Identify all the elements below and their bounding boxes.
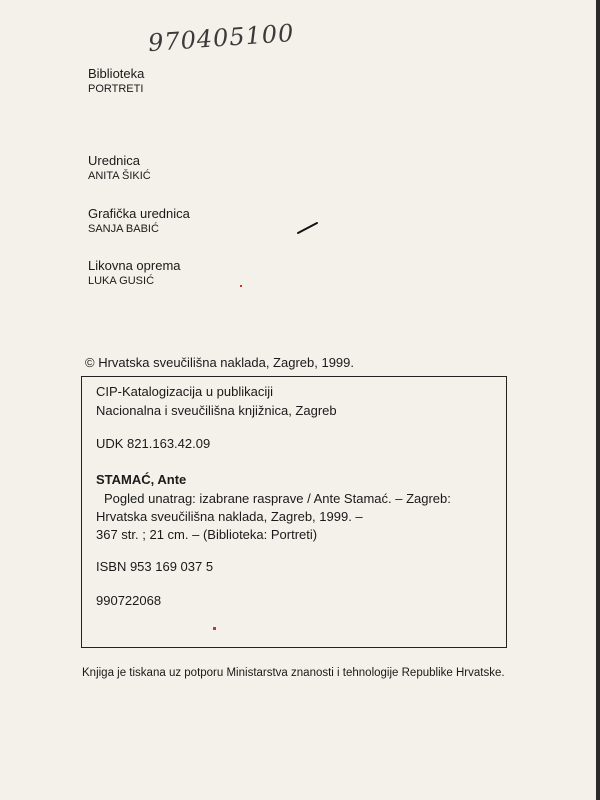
cip-record-box bbox=[81, 376, 507, 648]
handwritten-inventory-number: 970405100 bbox=[147, 18, 296, 58]
editor-value: ANITA ŠIKIĆ bbox=[88, 170, 151, 182]
series-block bbox=[88, 66, 144, 97]
red-dot-mark bbox=[213, 627, 216, 630]
cip-udk: UDK 821.163.42.09 bbox=[96, 436, 211, 451]
graphic-editor-label: Grafička urednica bbox=[88, 206, 190, 221]
art-block bbox=[88, 258, 181, 289]
graphic-editor-value: SANJA BABIĆ bbox=[88, 223, 159, 235]
cip-description-3: 367 str. ; 21 cm. – (Biblioteka: Portreti) bbox=[96, 527, 318, 542]
series-value: PORTRETI bbox=[88, 83, 144, 95]
cip-description-2: Hrvatska sveučilišna naklada, Zagreb, 1999. – bbox=[96, 509, 363, 524]
series-label: Biblioteka bbox=[88, 66, 145, 81]
red-dot-mark bbox=[240, 285, 242, 287]
cip-record-number: 990722068 bbox=[96, 593, 162, 608]
graphic-editor-block bbox=[88, 206, 190, 237]
scan-edge bbox=[596, 0, 600, 800]
funding-note: Knjiga je tiskana uz potporu Ministarstva znanosti i tehnologije Republike Hrvatske. bbox=[82, 667, 505, 679]
copyright-line: © Hrvatska sveučilišna naklada, Zagreb, 1999. bbox=[85, 355, 354, 370]
cip-description-1: Pogled unatrag: izabrane rasprave / Ante Stamać. – Zagreb: bbox=[104, 491, 451, 506]
cip-isbn: ISBN 953 169 037 5 bbox=[96, 559, 214, 574]
art-value: LUKA GUSIĆ bbox=[88, 275, 155, 287]
pen-mark bbox=[296, 220, 320, 236]
editor-label: Urednica bbox=[88, 153, 141, 168]
cip-heading: CIP-Katalogizacija u publikaciji bbox=[96, 384, 274, 399]
cip-library: Nacionalna i sveučilišna knjižnica, Zagreb bbox=[96, 403, 337, 418]
art-label: Likovna oprema bbox=[88, 258, 181, 273]
editor-block bbox=[88, 153, 151, 184]
cip-author: STAMAĆ, Ante bbox=[96, 472, 187, 487]
